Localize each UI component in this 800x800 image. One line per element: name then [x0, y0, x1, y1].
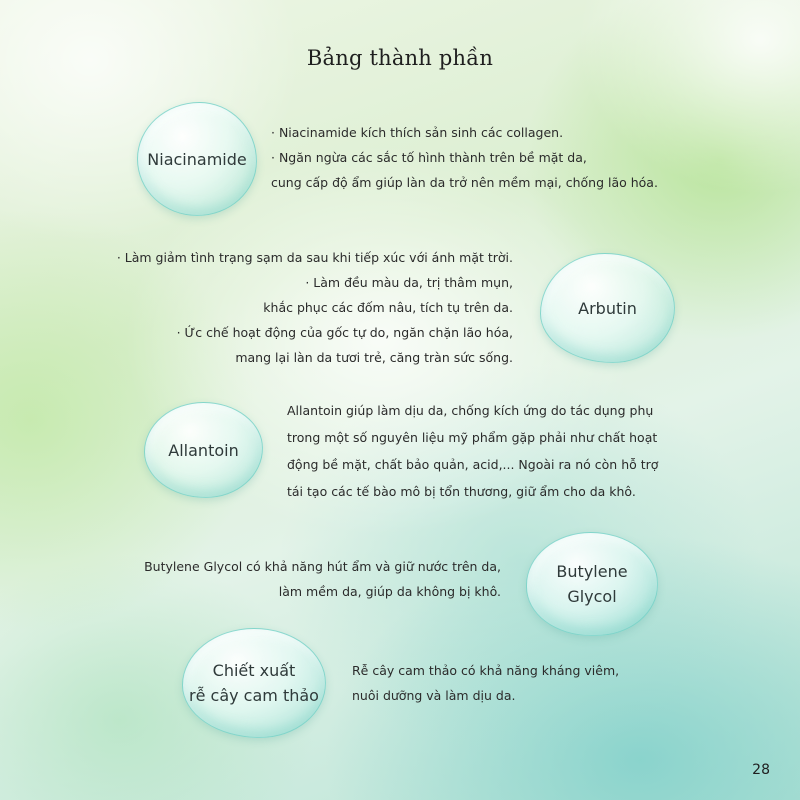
ingredient-bubble-niacinamide — [137, 102, 257, 216]
description-line: động bề mặt, chất bảo quản, acid,... Ngoài ra nó còn hỗ trợ — [287, 457, 659, 472]
ingredient-description-licorice-root-extract — [352, 658, 619, 708]
page-title: Bảng thành phần — [306, 46, 494, 70]
ingredient-bubble-allantoin — [144, 402, 263, 498]
description-line: · Ngăn ngừa các sắc tố hình thành trên bề mặt da, — [271, 150, 587, 165]
description-line: làm mềm da, giúp da không bị khô. — [278, 584, 501, 599]
description-line: cung cấp độ ẩm giúp làn da trở nên mềm mại, chống lão hóa. — [271, 175, 658, 190]
description-line: nuôi dưỡng và làm dịu da. — [352, 688, 516, 703]
description-line: Butylene Glycol có khả năng hút ẩm và giữ nước trên da, — [144, 559, 501, 574]
ingredient-name: Allantoin — [168, 440, 239, 460]
ingredient-name: Arbutin — [578, 298, 637, 318]
ingredient-name: Niacinamide — [147, 149, 247, 169]
description-line: tái tạo các tế bào mô bị tổn thương, giữ ẩm cho da khô. — [287, 484, 636, 499]
ingredient-bubble-butylene-glycol — [526, 532, 658, 636]
ingredient-bubble-arbutin — [540, 253, 675, 363]
ingredient-bubble-licorice-root-extract — [182, 628, 326, 738]
ingredient-name: Chiết xuất rễ cây cam thảo — [189, 661, 319, 705]
page-number: 28 — [752, 762, 770, 778]
description-line: · Làm giảm tình trạng sạm da sau khi tiếp xúc với ánh mặt trời. — [116, 250, 513, 265]
ingredient-name: Butylene Glycol — [556, 562, 628, 606]
description-line: trong một số nguyên liệu mỹ phẩm gặp phải như chất hoạt — [287, 430, 658, 445]
description-line: Allantoin giúp làm dịu da, chống kích ứng do tác dụng phụ — [287, 403, 654, 418]
ingredient-description-allantoin — [287, 397, 658, 505]
description-line: Rễ cây cam thảo có khả năng kháng viêm, — [352, 663, 620, 678]
description-line: · Ức chế hoạt động của gốc tự do, ngăn chặn lão hóa, — [176, 325, 513, 340]
description-line: khắc phục các đốm nâu, tích tụ trên da. — [263, 300, 513, 315]
description-line: · Làm đều màu da, trị thâm mụn, — [305, 275, 513, 290]
description-line: mang lại làn da tươi trẻ, căng tràn sức sống. — [235, 350, 513, 365]
ingredient-description-arbutin — [117, 245, 513, 370]
ingredient-description-niacinamide — [271, 120, 658, 195]
ingredient-description-butylene-glycol — [144, 554, 501, 604]
description-line: · Niacinamide kích thích sản sinh các collagen. — [271, 125, 564, 140]
